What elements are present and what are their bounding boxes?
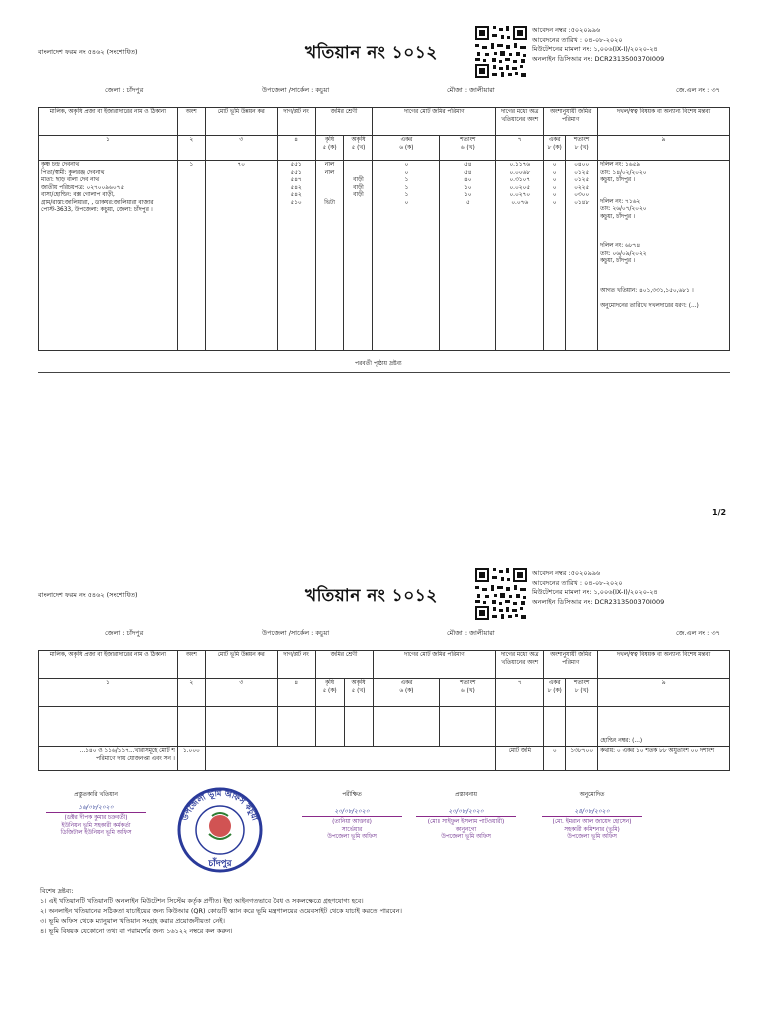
remark-line: অনুমোদনের তারিখে দখলদারের ধরণ: (...) <box>600 303 699 309</box>
header-remarks: দখল/স্বত্ব বিষয়ক বা অন্যান্য বিশেষ মন্তব্য <box>598 651 730 679</box>
empty-cell <box>177 707 205 747</box>
dcr-number: অনলাইন ডিসিআর নং: DCR2313500370I009 <box>532 597 665 606</box>
subheader-shotangsho: শতাংশ <box>460 137 476 143</box>
share-shot-value: ০১২৫ <box>574 169 590 176</box>
col-shotangsho <box>440 679 496 707</box>
qr-code-icon <box>473 566 529 622</box>
upazila-label: উপজেলা /সার্কেল : কচুয়া <box>262 629 330 637</box>
seal-bottom-text: চাঁদপুর <box>208 859 232 869</box>
seal-text: উপজেলা ভূমি অফিস কচুয়া <box>180 788 260 822</box>
okrishi-value: বাড়ী <box>353 192 364 198</box>
col-number-6kh: ৬ (খ) <box>460 144 475 151</box>
okrishi-value: বাড়ী <box>353 184 364 191</box>
signatory-name: (মোঃ সাইফুল ইসলাম পাটওয়ারী) <box>427 819 505 825</box>
empty-cell <box>496 707 544 747</box>
signature-line <box>542 816 642 817</box>
acre-value: ১ <box>404 177 409 183</box>
signatory-title: সার্ভেয়ার <box>341 826 363 833</box>
col-number-6k: ৬ (ক) <box>399 144 414 151</box>
acre-value: ০ <box>404 199 409 206</box>
shotangsho-value: ৫ <box>465 199 470 206</box>
col-share-shotangsho <box>566 136 598 161</box>
khatian-share-cell <box>496 161 544 351</box>
header-remarks: দখল/স্বত্ব বিষয়ক বা অন্যান্য বিশেষ মন্তব্য <box>598 108 730 136</box>
dag-value: ৫৫১ <box>290 162 302 168</box>
empty-cell <box>373 707 440 747</box>
signature-proposed <box>410 792 522 842</box>
share-acre-value: ০ <box>552 192 557 198</box>
col-share-acre <box>544 679 566 707</box>
header-land-class: জমির শ্রেণী <box>315 651 373 679</box>
signature-date: ১৬/০৮/২০২০ <box>78 803 114 811</box>
col-shotangsho <box>440 136 496 161</box>
upazila-label: উপজেলা /সার্কেল : কচুয়া <box>262 86 330 94</box>
qr-code-icon <box>473 24 529 80</box>
header-share-area: অংশানুযায়ী জমির পরিমাণ <box>544 108 598 136</box>
shotangsho-value: ৫৪ <box>464 162 472 168</box>
signature-approved <box>536 792 648 842</box>
remark-line: দলিল নং: ৭১৬২ <box>600 198 641 205</box>
col-number-9: ৯ <box>598 679 730 707</box>
signature-examined <box>296 792 408 842</box>
page-divider <box>38 372 730 373</box>
header-total-area: দাগের মোট জমির পরিমাণ <box>373 651 496 679</box>
col-okrishi <box>344 679 373 707</box>
subheader-acre: একর <box>400 680 413 686</box>
signatory-title: কানুনগো <box>455 826 477 833</box>
header-dag: দাগ/প্লট নং <box>277 108 315 136</box>
mutation-case-number: মিউটেশনের মামলা নং: ১,০০৬(IX-I)/২০২০-২৪ <box>532 588 658 596</box>
signatory-office: ডিজিটাল ইউনিয়ন ভূমি অফিস <box>60 830 132 836</box>
note-item: ২। অনলাইন খতিয়ানের সঠিকতা যাচাইয়ের জন্য কিউআর (QR) কোডটি স্ক্যান করে ভূমি মন্ত্রণালয়ের ওয়েবসাইট থেকে যাচাই করতে পারবেন। <box>40 907 402 915</box>
share-shotangsho-cell <box>566 161 598 351</box>
owner-cell <box>39 707 178 747</box>
subheader-okrishi: অকৃষি <box>351 680 366 686</box>
dcr-number: অনলাইন ডিসিআর নং: DCR2313500370I009 <box>532 54 665 63</box>
signature-line <box>302 816 402 817</box>
okrishi-value <box>346 170 370 178</box>
dag-value: ৫৪২ <box>290 184 302 191</box>
okrishi-value: বাড়ী <box>353 177 364 183</box>
col-krishi <box>315 136 344 161</box>
jl-number-label: জে.এল নং : ৩৭ <box>676 86 720 94</box>
krishi-value <box>318 185 342 193</box>
subheader-acre: একর <box>400 137 413 143</box>
khatian-share-value: ০.০০৬৮ <box>509 169 531 176</box>
total-label-cell: মোট জমি <box>496 747 544 771</box>
share-acre-value: ০ <box>552 169 557 176</box>
empty-cell <box>277 707 315 747</box>
mutation-case-number: মিউটেশনের মামলা নং: ১,০০৬(IX-I)/২০২০-২৪ <box>532 45 658 53</box>
col-number-8k: ৮ (ক) <box>547 687 562 694</box>
col-number-5k: ৫ (ক) <box>322 144 337 151</box>
header-khatian-share: দাগের মধ্যে অত্র খতিয়ানের অংশ <box>496 651 544 679</box>
khatian-table <box>38 107 730 351</box>
share-shot-value: ০৩০০ <box>574 192 590 198</box>
share-shot-value: ০৪০০ <box>574 162 590 168</box>
subheader-okrishi: অকৃষি <box>351 137 366 143</box>
mouza-label: মৌজা : জালীয়ারা <box>447 629 495 637</box>
remark-line: দলিল নং: ১৬৫৯ <box>600 162 641 168</box>
form-label: বাংলাদেশ ফরম নং ৫৪৬২ (সংশোধিত) <box>38 591 138 599</box>
col-number-3: ৩ <box>205 136 277 161</box>
acre-cell <box>373 161 440 351</box>
note-item: ৩। ভূমি অফিস থেকে ম্যানুয়াল খতিয়ান সংগ্রহ করার প্রয়োজনীয়তা নেই। <box>40 917 225 925</box>
khatian-share-value: ০.০৭৬ <box>511 199 529 206</box>
signature-line <box>416 816 516 817</box>
header-total-area: দাগের মোট জমির পরিমাণ <box>373 108 496 136</box>
form-label: বাংলাদেশ ফরম নং ৫৪৬২ (সংশোধিত) <box>38 48 138 56</box>
empty-cell <box>544 707 566 747</box>
holding-cell <box>598 707 730 747</box>
col-number-3: ৩ <box>205 679 277 707</box>
signature-date: ২০/০৮/২০২০ <box>334 807 370 815</box>
empty-cell <box>344 707 373 747</box>
signature-date: ২০/০৮/২০২০ <box>448 807 484 815</box>
col-number-7: ৭ <box>496 136 544 161</box>
signatory-name: (ডক্টর দীপক কুমার চক্রবর্তী) <box>64 815 128 821</box>
shotangsho-value: ১০ <box>464 184 472 191</box>
col-number-2: ২ <box>177 136 205 161</box>
application-meta <box>532 569 664 607</box>
khatian-share-value: ০.০২০৫ <box>509 184 531 191</box>
acre-value: ১ <box>404 192 409 198</box>
col-number-4: ৪ <box>277 136 315 161</box>
header-share-area: অংশানুযায়ী জমির পরিমাণ <box>544 651 598 679</box>
district-label: জেলা : চাঁদপুর <box>105 86 144 94</box>
signature-role: পরীক্ষিত <box>342 792 362 798</box>
subheader-share-acre: একর <box>548 680 561 686</box>
shotangsho-cell <box>440 161 496 351</box>
signature-role: অনুমোদিত <box>579 792 605 798</box>
signature-role: প্রস্তুতকারি খতিয়ান <box>74 792 118 798</box>
remark-line: কচুয়া, চাঁদপুর । <box>600 213 635 220</box>
krishi-cell <box>315 161 344 351</box>
signatory-name: (তানিয়া আক্তার) <box>332 819 372 825</box>
dag-value: ৫৪৭ <box>290 177 302 183</box>
subheader-share-shotangsho: শতাংশ <box>574 680 590 686</box>
signatory-title: ইউনিয়ন ভূমি সহকারী কর্মকর্তা <box>61 822 131 829</box>
signatory-office: উপজেলা ভূমি অফিস <box>567 834 617 840</box>
signatory-title: সহকারী কমিশনার (ভূমি) <box>564 826 620 833</box>
share-acre-value: ০ <box>552 199 557 206</box>
shotangsho-value: ৪০ <box>464 177 472 183</box>
summary-left-text: ...১৪০ ও ১১৬/১১৭...খারাসমূহে মোট শ পরিমাণে দায় যোজনপ্তা এবং সন । <box>79 748 175 762</box>
application-date: আবেদনের তারিখ : ০৪-০৮-২০২০ <box>532 35 623 44</box>
subheader-share-shotangsho: শতাংশ <box>573 137 590 143</box>
page-title: খতিয়ান নং ১০১২ <box>305 43 438 63</box>
shotangsho-value: ৫৪ <box>464 169 472 176</box>
summary-share-cell: ১.০০০ <box>177 747 205 771</box>
acre-value: ০ <box>404 169 409 176</box>
col-number-9: ৯ <box>598 136 730 161</box>
subheader-krishi: কৃষি <box>325 680 335 686</box>
dag-value: ৫৪২ <box>290 192 302 198</box>
continue-note: পরবর্তী পৃষ্ঠায় দ্রষ্টব্য <box>355 360 402 367</box>
revenue-cell: ৭০ <box>205 161 277 351</box>
summary-spacer <box>205 747 496 771</box>
signature-prepared <box>40 792 152 838</box>
signatory-office: উপজেলা ভূমি অফিস <box>327 834 377 840</box>
application-date: আবেদনের তারিখ : ০৪-০৮-২০২০ <box>532 578 623 587</box>
subheader-shotangsho: শতাংশ <box>460 680 476 686</box>
col-acre <box>373 136 440 161</box>
header-revenue: মোট ভূমি উন্নয়ন কর <box>205 108 277 136</box>
col-number-5kh: ৫ (খ) <box>351 144 366 151</box>
signature-role: প্রস্তাবনায় <box>455 792 477 798</box>
office-seal-icon <box>176 786 264 874</box>
header-land-class: জমির শ্রেণী <box>315 108 373 136</box>
notes-title: বিশেষ দ্রষ্টব্য: <box>40 887 74 895</box>
col-number-1: ১ <box>39 136 178 161</box>
share-shot-value: ০২২৫ <box>574 184 590 191</box>
empty-cell <box>566 707 598 747</box>
header-revenue: মোট ভূমি উন্নয়ন কর <box>205 651 277 679</box>
col-share-shotangsho <box>566 679 598 707</box>
application-number: আবেদন নম্বর :৫০২০৯৯৬ <box>532 26 601 34</box>
application-meta <box>532 26 664 64</box>
share-acre-value: ০ <box>552 184 557 191</box>
krishi-value: নাল <box>324 169 335 176</box>
dag-value: ৫৫১ <box>290 169 302 176</box>
col-number-8kh: ৮ (খ) <box>574 687 589 694</box>
owner-details: কৃষ্ণ চন্দ্র দেবনাথ পিতা/স্বামী: কুলরঞ্জ দেবনাথ মাতা: ছাড় বালা দেব নাথ জাতীয় পরিচয়পত্র: ০২৭০০৯৬০৭৫ বাসা/হোল্ডিং: বক্স গোলাপ বাড়ী, গ্রাম/রাস্তা:জালিয়ারা, , ডাকঘর:জালিয়ারা বাজার পোস্ট-3633, উপজেলা: কচুয়া, জেলা: চাঁদপুর । <box>41 162 154 213</box>
khatian-table-continued <box>38 650 730 771</box>
total-acre-cell: ০ <box>544 747 566 771</box>
krishi-value: নাল <box>324 162 335 168</box>
col-number-4: ৪ <box>277 679 315 707</box>
col-number-6k: ৬ (ক) <box>399 687 414 694</box>
share-acre-cell <box>544 161 566 351</box>
share-acre-value: ০ <box>552 177 557 183</box>
mouza-label: মৌজা : জালীয়ারা <box>447 86 495 94</box>
okrishi-value <box>346 200 370 208</box>
signatory-office: উপজেলা ভূমি অফিস <box>441 834 491 840</box>
header-owner: মালিক, অকৃষি প্রজা বা ইজারাদারের নাম ও ঠিকানা <box>39 108 178 136</box>
krishi-value <box>318 177 342 185</box>
signatory-name: (মো. ইমরান আল জায়েদ হোসেন) <box>552 819 632 825</box>
col-number-5kh: ৫ (খ) <box>351 687 366 694</box>
header-owner: মালিক, অকৃষি প্রজা বা ইজারাদারের নাম ও ঠিকানা <box>39 651 178 679</box>
acre-value: ১ <box>404 184 409 191</box>
empty-cell <box>315 707 344 747</box>
col-acre <box>373 679 440 707</box>
header-share: অংশ <box>177 108 205 136</box>
col-number-8k: ৮ (ক) <box>547 144 562 151</box>
dag-cell <box>277 161 315 351</box>
note-item: ১। এই খতিয়ানটি খতিয়ানটি অনলাইন মিউটেশন সিস্টেম কর্তৃক প্রণীত। ইহা আইনগতভাবে বৈধ ও সকলক্ষেত্রে গ্রহণযোগ্য হবে। <box>40 897 364 905</box>
col-number-8kh: ৮ (খ) <box>574 144 589 151</box>
col-okrishi <box>344 136 373 161</box>
special-notes <box>40 886 730 936</box>
col-number-5k: ৫ (ক) <box>322 687 337 694</box>
khatian-share-value: ০.১১৭৬ <box>509 162 531 168</box>
col-number-6kh: ৬ (খ) <box>460 687 475 694</box>
signature-line <box>46 812 146 813</box>
application-number: আবেদন নম্বর :৫০২০৯৯৬ <box>532 569 601 577</box>
remark-line: দলিল নং: ৬৮৭৪ <box>600 243 641 249</box>
empty-cell <box>205 707 277 747</box>
holding-number: হোল্ডিং নম্বর: (...) <box>600 737 643 744</box>
subheader-krishi: কৃষি <box>325 137 334 143</box>
khatian-share-value: ০.০২৭০ <box>509 192 531 198</box>
remarks-cell <box>598 161 730 351</box>
share-shot-value: ০১৪৮ <box>574 199 590 206</box>
district-label: জেলা : চাঁদপুর <box>105 629 144 637</box>
empty-cell <box>440 707 496 747</box>
subheader-share-acre: একর <box>548 137 561 143</box>
remark-line: আগত খতিয়ান: ৪০১,৩৩১,১৫০,৬৮১ । <box>600 287 694 294</box>
dag-value: ৫১০ <box>290 199 302 206</box>
jl-number-label: জে.এল নং : ৩৭ <box>676 629 720 637</box>
remark-line: তাং: ০৬/০৯/২০২২ <box>600 250 647 257</box>
owner-cell <box>39 161 178 351</box>
krishi-value <box>318 192 342 200</box>
remark-line: তাং: ২৬/০৭/২০২০ <box>600 206 647 212</box>
col-share-acre <box>544 136 566 161</box>
okrishi-value <box>346 162 370 170</box>
signature-date: ২৪/০৮/২০২০ <box>574 807 610 815</box>
page-title: খতিয়ান নং ১০১২ <box>305 586 438 606</box>
total-words-cell: কথায়: ০ একর ১০ শতক ৮৮ অযুতাংশ ০০ দশাংশ <box>598 747 730 771</box>
share-cell: ১ <box>177 161 205 351</box>
header-share: অংশ <box>177 651 205 679</box>
total-shotangsho-cell: ১৩৮৭০০ <box>566 747 598 771</box>
share-shot-value: ০১২৫ <box>574 177 590 183</box>
remark-line: কচুয়া, চাঁদপুর । <box>600 177 635 183</box>
share-acre-value: ০ <box>552 162 557 168</box>
remark-line: কচুয়া, চাঁদপুর । <box>600 258 635 264</box>
page-number: 1/2 <box>712 508 727 517</box>
col-number-2: ২ <box>177 679 205 707</box>
krishi-value: ভিটা <box>324 199 335 206</box>
col-krishi <box>315 679 344 707</box>
header-dag: দাগ/প্লট নং <box>277 651 315 679</box>
acre-value: ০ <box>404 162 409 168</box>
shotangsho-value: ১০ <box>464 192 472 198</box>
col-number-7: ৭ <box>496 679 544 707</box>
okrishi-cell <box>344 161 373 351</box>
col-number-1: ১ <box>39 679 178 707</box>
remark-line: তাং: ১৪/০২/২০২০ <box>600 169 647 176</box>
header-khatian-share: দাগের মধ্যে অত্র খতিয়ানের অংশ <box>496 108 544 136</box>
note-item: ৪। ভূমি বিষয়ক যেকোনো তথ্য বা পরামর্শের জন্য ১৬১২২ নম্বরে কল করুন। <box>40 927 233 935</box>
khatian-share-value: ০.৩১০৭ <box>509 177 531 183</box>
summary-left-cell <box>39 747 178 771</box>
